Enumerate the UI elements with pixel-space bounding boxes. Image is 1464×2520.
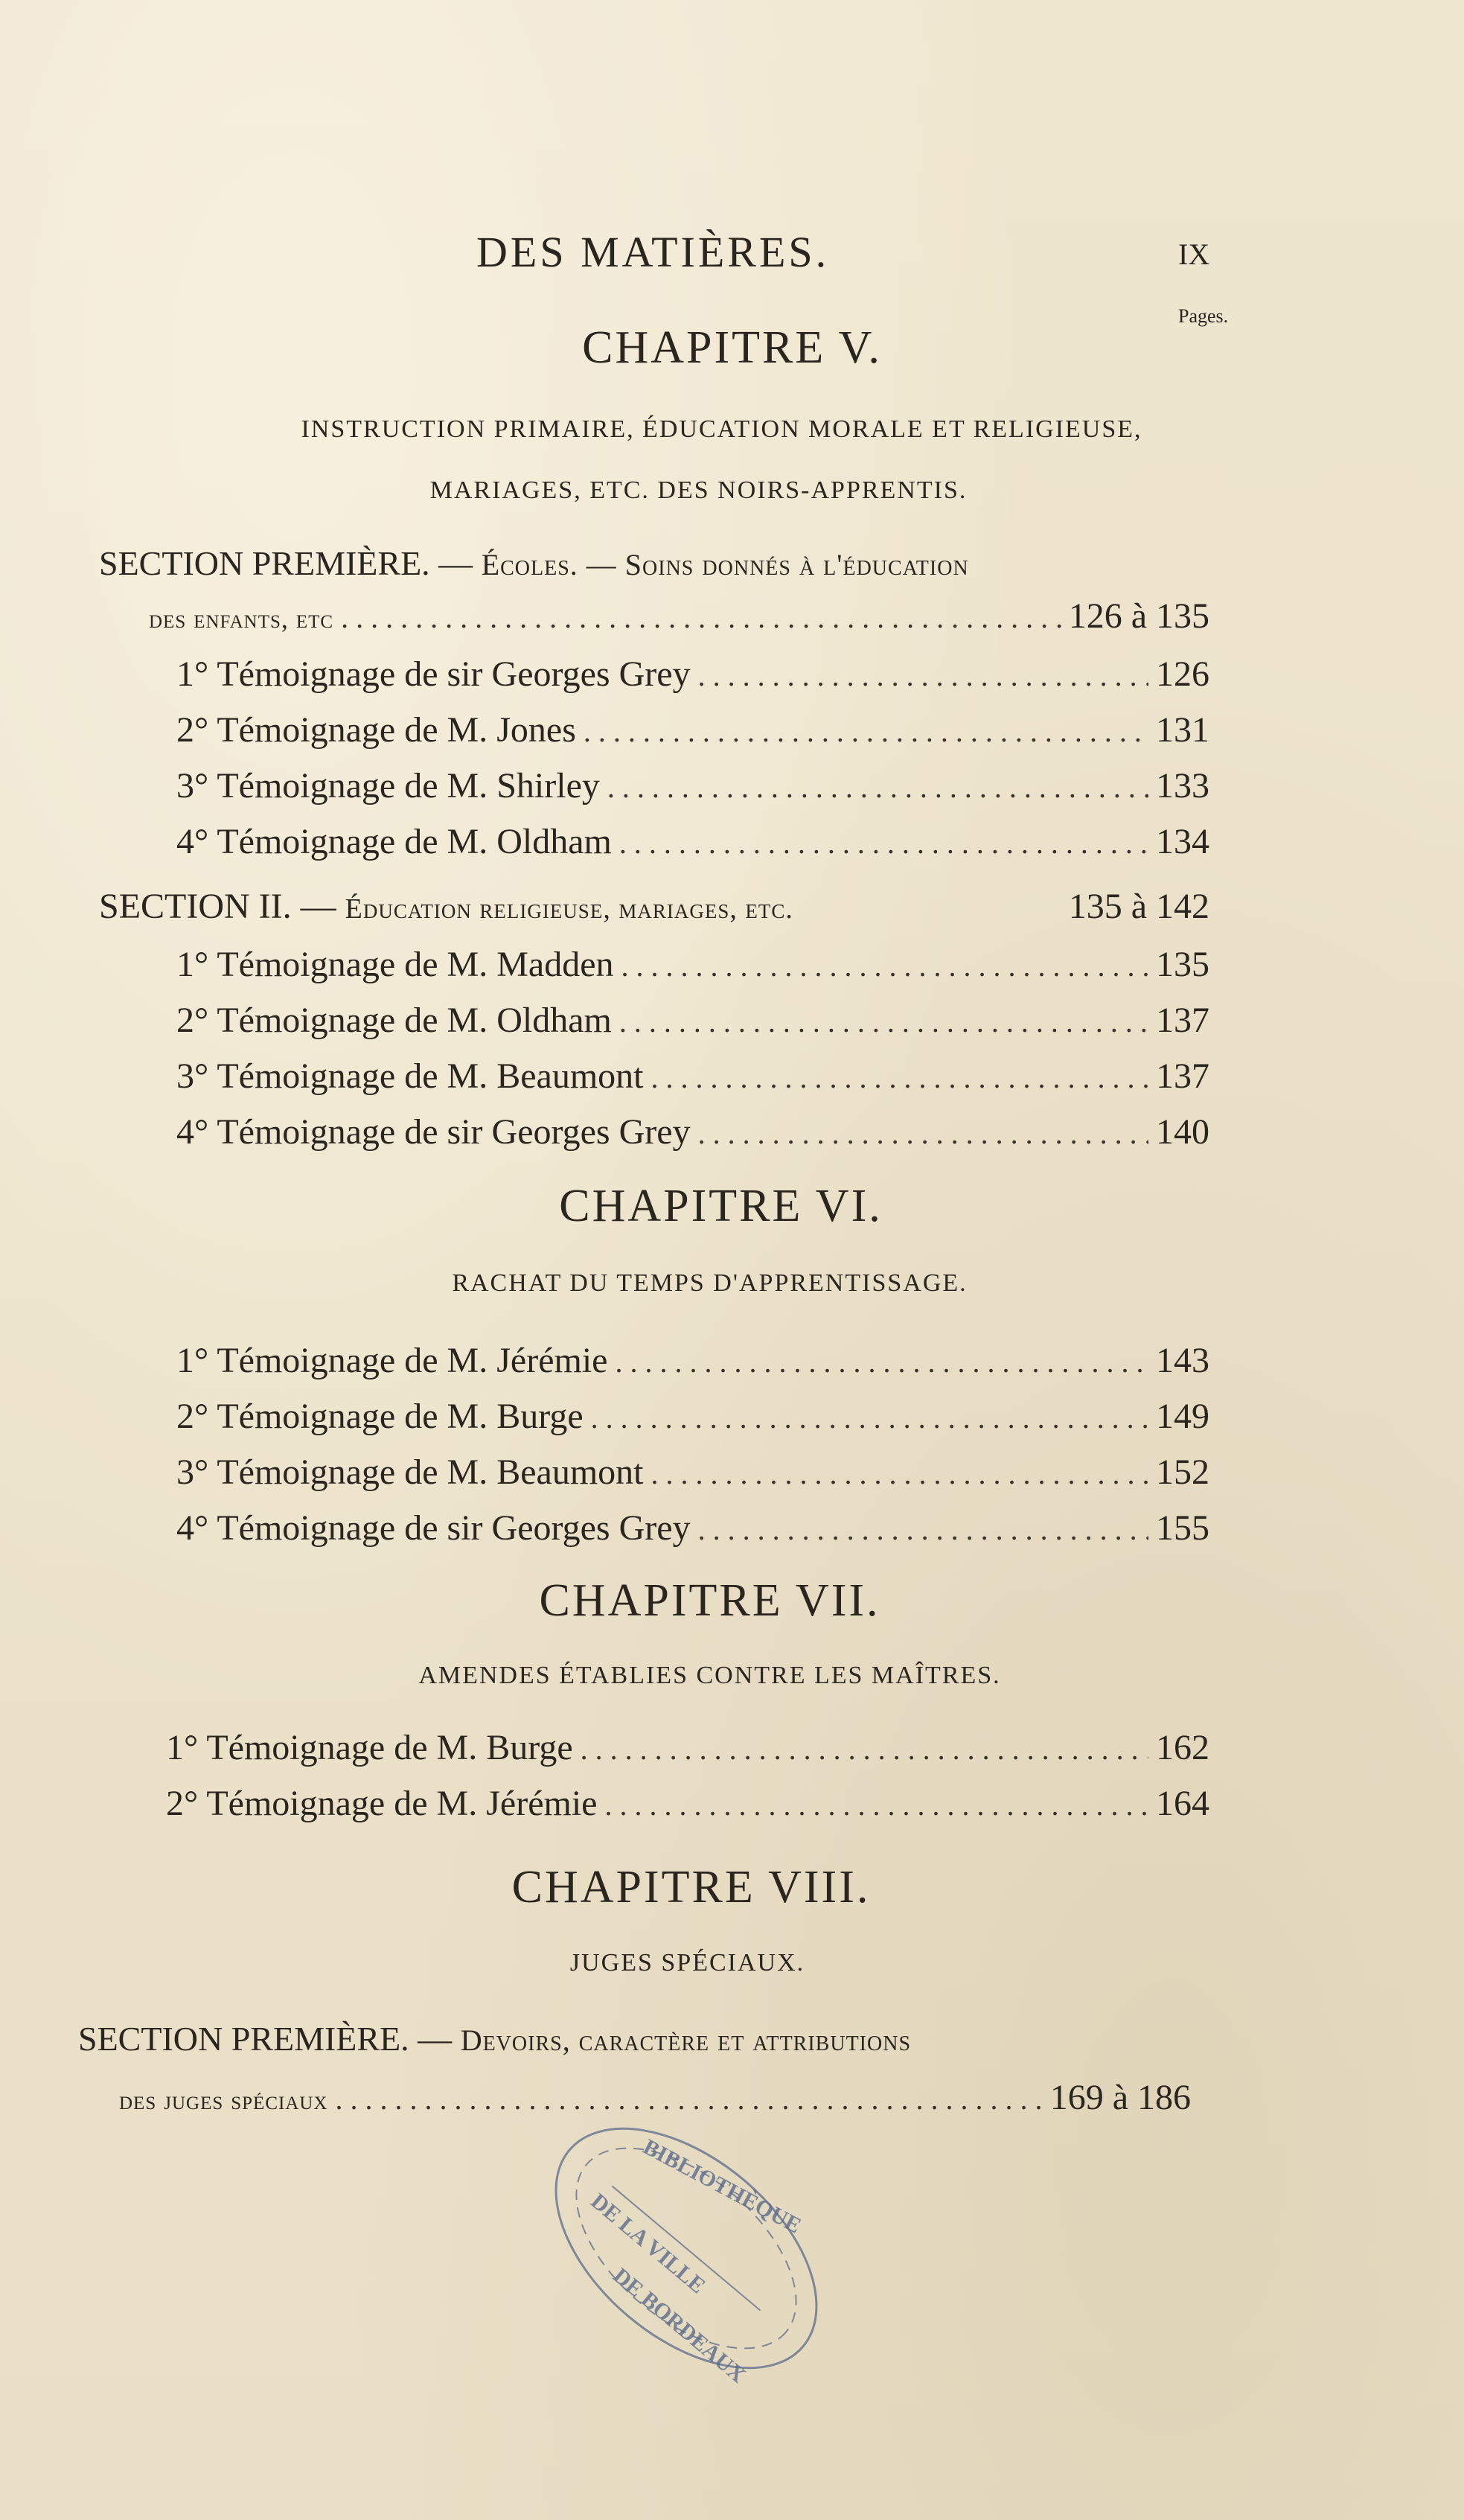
toc-entry-label: 4° Témoignage de sir Georges Grey xyxy=(176,1508,691,1548)
toc-entry-pages: 126 à 135 xyxy=(1068,596,1209,636)
leader-dots xyxy=(698,1111,1148,1152)
toc-entry-label: des enfants, etc xyxy=(149,604,334,634)
toc-entry[interactable] xyxy=(149,596,1209,637)
toc-entry-label: 4° Témoignage de M. Oldham xyxy=(176,822,612,861)
section-heading-text: Écoles. — Soins donnés à l'éducation xyxy=(481,548,969,581)
toc-entry-label: 1° Témoignage de M. Burge xyxy=(166,1728,573,1767)
toc-entry[interactable] xyxy=(166,1727,1209,1768)
toc-entry[interactable] xyxy=(176,1396,1209,1437)
chapter-8-title: CHAPITRE VIII. xyxy=(511,1862,871,1913)
chapter-6-title: CHAPITRE VI. xyxy=(559,1181,883,1231)
section-heading-prefix: SECTION II. — xyxy=(99,887,345,926)
library-stamp xyxy=(500,2092,872,2405)
toc-entry-page: 135 xyxy=(1156,945,1209,984)
leader-dots xyxy=(619,821,1148,862)
chapter-5-section-2-heading[interactable] xyxy=(99,886,1209,927)
chapter-5-title: CHAPITRE V. xyxy=(582,322,882,373)
leader-dots xyxy=(651,1056,1148,1097)
toc-entry[interactable] xyxy=(176,821,1209,862)
toc-entry-page: 162 xyxy=(1156,1728,1209,1767)
toc-entry-page: 143 xyxy=(1156,1341,1209,1380)
leader-dots xyxy=(651,1452,1148,1493)
section-heading-text: Devoirs, caractère et attributions xyxy=(460,2023,912,2057)
toc-entry[interactable] xyxy=(176,1056,1209,1097)
leader-dots xyxy=(619,1000,1148,1041)
toc-entry-page: 149 xyxy=(1156,1397,1209,1436)
running-title: DES MATIÈRES. xyxy=(476,228,830,276)
toc-entry[interactable] xyxy=(176,1508,1209,1548)
toc-entry[interactable] xyxy=(176,654,1209,695)
toc-entry[interactable] xyxy=(176,1452,1209,1493)
toc-entry[interactable] xyxy=(176,709,1209,750)
toc-entry[interactable] xyxy=(176,1000,1209,1041)
toc-entry-page: 126 xyxy=(1156,654,1209,694)
leader-dots xyxy=(604,1783,1148,1824)
toc-entry-page: 155 xyxy=(1156,1508,1209,1548)
leader-dots xyxy=(341,596,1061,637)
toc-entry-label: 2° Témoignage de M. Burge xyxy=(176,1397,584,1436)
toc-entry-pages: 169 à 186 xyxy=(1049,2078,1191,2117)
toc-entry-pages: 135 à 142 xyxy=(1068,887,1209,926)
svg-text:BIBLIOTHÈQUE: BIBLIOTHÈQUE xyxy=(639,2134,805,2239)
toc-entry-label: 1° Témoignage de M. Jérémie xyxy=(176,1341,608,1380)
leader-dots xyxy=(607,765,1148,806)
svg-text:DE BORDEAUX: DE BORDEAUX xyxy=(608,2263,750,2388)
toc-entry[interactable] xyxy=(176,944,1209,985)
toc-entry[interactable] xyxy=(176,1340,1209,1381)
toc-entry-label: 2° Témoignage de M. Jérémie xyxy=(166,1784,598,1823)
page-folio: IX xyxy=(1178,237,1210,271)
toc-entry-label: 2° Témoignage de M. Oldham xyxy=(176,1001,612,1040)
leader-dots xyxy=(698,654,1148,695)
toc-entry-label: 1° Témoignage de M. Madden xyxy=(176,945,614,984)
chapter-8-section-1-heading xyxy=(78,2019,911,2058)
chapter-6-subtitle: RACHAT DU TEMPS D'APPRENTISSAGE. xyxy=(452,1269,968,1297)
section-heading-prefix: SECTION PREMIÈRE. — xyxy=(99,544,482,582)
section-heading-text: Éducation religieuse, mariages, etc. xyxy=(345,893,793,925)
chapter-5-section-1-heading xyxy=(99,543,969,583)
toc-entry-label: 2° Témoignage de M. Jones xyxy=(176,710,576,750)
svg-text:DE LA VILLE: DE LA VILLE xyxy=(586,2189,710,2299)
section-heading-prefix: SECTION PREMIÈRE. — xyxy=(78,2020,461,2058)
toc-entry-label: des juges spéciaux xyxy=(119,2085,328,2115)
toc-entry-page: 140 xyxy=(1156,1112,1209,1152)
chapter-5-subtitle-line2: MARIAGES, ETC. DES NOIRS-APPRENTIS. xyxy=(429,476,968,504)
chapter-7-title: CHAPITRE VII. xyxy=(539,1575,880,1626)
toc-entry[interactable] xyxy=(176,765,1209,806)
toc-entry[interactable] xyxy=(166,1783,1209,1824)
toc-entry-page: 137 xyxy=(1156,1056,1209,1096)
chapter-8-subtitle: JUGES SPÉCIAUX. xyxy=(569,1949,805,1977)
toc-entry-label: 3° Témoignage de M. Beaumont xyxy=(176,1452,644,1492)
toc-entry-label: 1° Témoignage de sir Georges Grey xyxy=(176,654,691,694)
pages-column-label: Pages. xyxy=(1178,305,1229,327)
leader-dots xyxy=(615,1340,1148,1381)
toc-entry-page: 164 xyxy=(1156,1784,1209,1823)
chapter-7-subtitle: AMENDES ÉTABLIES CONTRE LES MAÎTRES. xyxy=(418,1662,1001,1689)
chapter-5-subtitle-line1: INSTRUCTION PRIMAIRE, ÉDUCATION MORALE ET RELIGIEUSE, xyxy=(301,415,1142,443)
toc-entry-label: 3° Témoignage de M. Beaumont xyxy=(176,1056,644,1096)
section-heading xyxy=(99,886,793,927)
leader-dots xyxy=(581,1727,1148,1768)
toc-entry[interactable] xyxy=(176,1111,1209,1152)
leader-dots xyxy=(584,709,1148,750)
toc-entry-label: 4° Témoignage de sir Georges Grey xyxy=(176,1112,691,1152)
toc-entry-page: 131 xyxy=(1156,710,1209,750)
leader-dots xyxy=(621,944,1148,985)
toc-entry-page: 152 xyxy=(1156,1452,1209,1492)
toc-entry-page: 134 xyxy=(1156,822,1209,861)
toc-entry-page: 137 xyxy=(1156,1001,1209,1040)
leader-dots xyxy=(698,1508,1148,1548)
leader-dots xyxy=(591,1396,1148,1437)
toc-entry-label: 3° Témoignage de M. Shirley xyxy=(176,766,600,806)
toc-entry-page: 133 xyxy=(1156,766,1209,806)
